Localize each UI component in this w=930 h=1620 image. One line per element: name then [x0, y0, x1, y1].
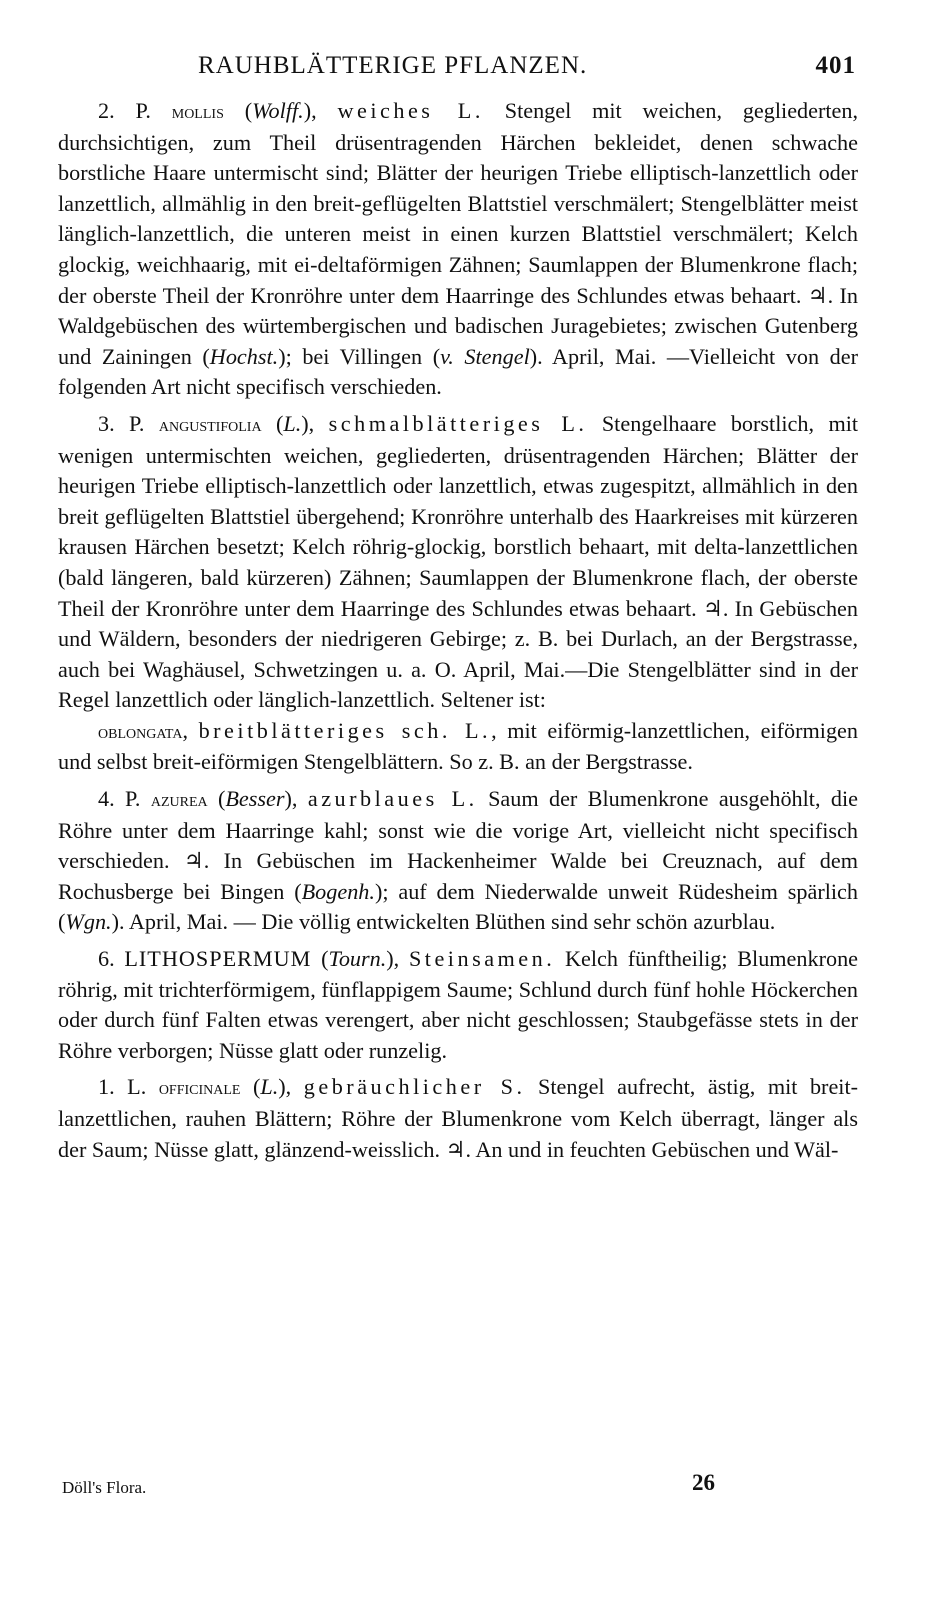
page-footer	[62, 1470, 858, 1510]
entry-description-end: ). April, Mai. — Die völlig entwickelten Blüthen sind sehr schön azurblau.	[111, 909, 776, 935]
german-name: schmalblätteriges L.	[328, 410, 588, 436]
german-name: Steinsamen.	[408, 946, 556, 972]
genus-name: LITHOSPERMUM	[124, 946, 312, 972]
entry-description-continued: ); auf dem Niederwalde unweit Rüdesheim spärlich (	[58, 878, 858, 935]
author-citation: Wolff.	[252, 98, 304, 123]
entry-number: 3. P.	[98, 410, 145, 436]
german-name: breitblätteriges sch. L.	[198, 717, 492, 743]
entry-description: Saum der Blumenkrone ausgehöhlt, die Röhre unter dem Haarringe kahl; sonst wie die vorige Art, vielleicht nicht specifisch verschieden. ♃. In Gebüschen im Hackenheimer Walde bei Creuznach, auf dem Rochusberge bei Bingen (	[58, 786, 858, 904]
collector-citation: Hochst.	[209, 343, 279, 369]
german-name: gebräuchlicher S.	[303, 1074, 526, 1100]
author-citation: Tourn.	[328, 946, 387, 972]
species-name: angustifolia	[158, 413, 262, 436]
collector-citation: v. Stengel	[440, 343, 530, 369]
german-name: azurblaues L.	[307, 786, 478, 812]
entry-p-mollis: 2. P. mollis (Wolff.), weiches L. Stengel mit weichen, gegliederten, durchsichtigen, zum Theil drüsentragenden Härchen bekleidet, denen schwache borstliche Haare untermischt sind; Blätter der heurigen Triebe elliptisch-lanzettlich oder lanzettlich, allmählig in den breit-geflügelten Blattstiel verschmälert; Stengelblätter meist länglich-lanzettlich, die unteren meist in einen kurzen Blattstiel verschmälert; Kelch glockig, weichhaarig, mit ei-deltaförmigen Zähnen; Saumlappen der Blumenkrone flach; der oberste Theil der Kronröhre unter dem Haarringe des Schlundes etwas behaart. ♃. In Waldgebüschen des würtembergischen und badischen Juragebietes; zwischen Gutenberg und Zainingen (Hochst.); bei Villingen (v. Stengel). April, Mai. —Vielleicht von der folgenden Art nicht specifisch verschieden.	[58, 98, 859, 400]
collector-citation: Wgn.	[65, 909, 112, 935]
entry-number: 2. P.	[98, 98, 151, 123]
entry-number: 4. P.	[98, 786, 141, 812]
entry-p-azurea: 4. P. azurea (Besser), azurblaues L. Saum der Blumenkrone ausgehöhlt, die Röhre unter dem Haarringe kahl; sonst wie die vorige Art, vielleicht nicht specifisch verschieden. ♃. In Gebüschen im Hackenheimer Walde bei Creuznach, auf dem Rochusberge bei Bingen (Bogenh.); auf dem Niederwalde unweit Rüdesheim spärlich (Wgn.). April, Mai. — Die völlig entwickelten Blüthen sind sehr schön azurblau.	[58, 786, 858, 935]
genus-number: 6.	[98, 946, 115, 972]
species-name: officinale	[158, 1077, 241, 1100]
german-name: weiches L.	[337, 98, 484, 123]
author-citation: L.	[283, 410, 302, 436]
entry-description: Stengelhaare borstlich, mit wenigen untermischten weichen, gegliederten, drüsentragenden Härchen; Blätter der heurigen Triebe elliptisch-lanzettlich oder lanzettlich, etwas zugespitzt, allmählich in den breit geflügelten Blattstiel übergehend; Kronröhre unterhalb des Haarkreises mit kürzeren krausen Härchen besetzt; Kelch röhrig-glockig, borstlich behaart, mit delta-lanzettlichen (bald längeren, bald kürzeren) Zähnen; Saumlappen der Blumenkrone flach, der oberste Theil der Kronröhre unter dem Haarringe des Schlundes etwas behaart. ♃. In Gebüschen und Wäldern, besonders der niedrigeren Gebirge; z. B. bei Durlach, an der Bergstrasse, auch bei Waghäusel, Schwetzingen u. a. O. April, Mai.—Die Stengelblätter sind in der Regel lanzettlich oder länglich-lanzettlich. Seltener ist:	[58, 410, 859, 713]
sheet-number: 26	[692, 1470, 715, 1495]
author-citation: L.	[260, 1074, 279, 1100]
genus-lithospermum: 6. LITHOSPERMUM (Tourn.), Steinsamen. Kelch fünftheilig; Blumenkrone röhrig, mit trichterförmigem, fünflappigem Saume; Schlund durch fünf hohle Höckerchen oder durch fünf Falten etwas verengert, aber nicht geschlossen; Staubgefässe stets in der Röhre verborgen; Nüsse glatt oder runzelig.	[58, 946, 859, 1063]
book-page	[58, 52, 858, 1592]
genus-description: Kelch fünftheilig; Blumenkrone röhrig, mit trichterförmigem, fünflappigem Saume; Schlund durch fünf hohle Höckerchen oder durch fünf Falten etwas verengert, aber nicht geschlossen; Staubgefässe stets in der Röhre verborgen; Nüsse glatt oder runzelig.	[58, 946, 859, 1063]
entry-variety-oblongata: oblongata, breitblätteriges sch. L., mit eiförmig-lanzettlichen, eiförmigen und selbst breit-eiförmigen Stengelblättern. So z. B. an der Bergstrasse.	[58, 717, 858, 775]
species-name: azurea	[150, 789, 208, 812]
entry-description-continued: ); bei Villingen (	[278, 343, 441, 369]
entry-description: Stengel mit weichen, gegliederten, durchsichtigen, zum Theil drüsentragenden Härchen bekleidet, denen schwache borstliche Haare untermischt sind; Blätter der heurigen Triebe elliptisch-lanzettlich oder lanzettlich, allmählig in den breit-geflügelten Blattstiel verschmälert; Stengelblätter meist länglich-lanzettlich, die unteren meist in einen kurzen Blattstiel verschmälert; Kelch glockig, weichhaarig, mit ei-deltaförmigen Zähnen; Saumlappen der Blumenkrone flach; der oberste Theil der Kronröhre unter dem Haarringe des Schlundes etwas behaart. ♃. In Waldgebüschen des würtembergischen und badischen Juragebietes; zwischen Gutenberg und Zainingen (	[58, 98, 859, 369]
variety-name: oblongata	[98, 720, 183, 743]
entry-description: Stengel aufrecht, ästig, mit breit-lanzettlichen, rauhen Blättern; Röhre der Blumenkrone vom Kelch überragt, länger als der Saum; Nüsse glatt, glänzend-weisslich. ♃. An und in feuchten Gebüschen und Wäl-	[58, 1074, 859, 1162]
entry-description: , mit eiförmig-lanzettlichen, eiförmigen und selbst breit-eiförmigen Stengelblättern. So z. B. an der Bergstrasse.	[58, 717, 858, 775]
entry-p-angustifolia: 3. P. angustifolia (L.), schmalblätteriges L. Stengelhaare borstlich, mit wenigen untermischten weichen, gegliederten, drüsentragenden Härchen; Blätter der heurigen Triebe elliptisch-lanzettlich oder lanzettlich, etwas zugespitzt, allmählich in den breit geflügelten Blattstiel übergehend; Kronröhre unterhalb des Haarkreises mit kürzeren krausen Härchen besetzt; Kelch röhrig-glockig, borstlich behaart, mit delta-lanzettlichen (bald längeren, bald kürzeren) Zähnen; Saumlappen der Blumenkrone flach, der oberste Theil der Kronröhre unter dem Haarringe des Schlundes etwas behaart. ♃. In Gebüschen und Wäldern, besonders der niedrigeren Gebirge; z. B. bei Durlach, an der Bergstrasse, auch bei Waghäusel, Schwetzingen u. a. O. April, Mai.—Die Stengelblätter sind in der Regel lanzettlich oder länglich-lanzettlich. Seltener ist:	[58, 410, 859, 713]
signature-mark: Döll's Flora.	[62, 1478, 147, 1497]
page-number: 401	[815, 52, 856, 79]
body-text	[58, 96, 858, 1165]
entry-description-end: ). April, Mai. —Vielleicht von der folgenden Art nicht specifisch verschieden.	[58, 343, 858, 400]
author-citation: Besser	[225, 786, 285, 812]
collector-citation: Bogenh.	[301, 878, 375, 904]
running-title: RAUHBLÄTTERIGE PFLANZEN.	[198, 52, 588, 79]
entry-l-officinale: 1. L. officinale (L.), gebräuchlicher S. Stengel aufrecht, ästig, mit breit-lanzettlichen, rauhen Blättern; Röhre der Blumenkrone vom Kelch überragt, länger als der Saum; Nüsse glatt, glänzend-weisslich. ♃. An und in feuchten Gebüschen und Wäl-	[58, 1074, 859, 1162]
running-head	[58, 52, 858, 96]
entry-number: 1. L.	[98, 1074, 147, 1100]
species-name: mollis	[171, 101, 224, 123]
